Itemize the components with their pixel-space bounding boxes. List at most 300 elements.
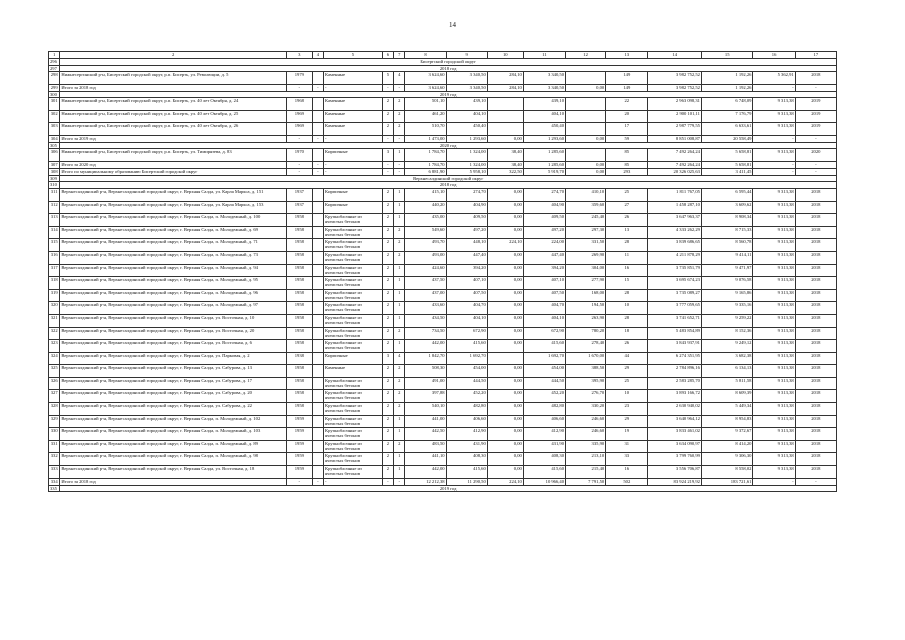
table-cell: 6 881,90 [405,168,446,175]
table-cell [487,123,523,136]
table-cell: 2 [394,226,405,239]
table-cell [566,123,606,136]
table-cell [312,251,323,264]
table-cell: 2 [382,251,393,264]
table-cell: - [312,135,323,142]
table-cell: 28 [606,289,648,302]
table-cell: 3 682,38 [701,352,753,365]
table-cell: 2 [382,123,393,136]
row-number: 308 [49,168,60,175]
table-cell: 415,60 [446,466,487,479]
table-cell: Каменные [324,72,383,85]
table-cell: 9 313,38 [753,327,795,340]
table-cell: 1958 [286,214,312,227]
table-cell [312,377,323,390]
table-cell: 3 340,50 [523,84,565,91]
table-cell: 3 624,60 [405,72,446,85]
table-cell: 9 313,38 [753,428,795,441]
table-cell: 2 [394,110,405,123]
table-cell: - [312,84,323,91]
table-cell: - [312,168,323,175]
total-row [49,478,837,485]
table-cell [487,352,523,365]
table-cell: 9 313,38 [753,188,795,201]
table-cell: Крупноблочные из ячеистых бетонов [324,428,383,441]
section-heading: 2019 год [60,91,837,98]
table-cell: 508,30 [405,365,446,378]
table-cell: 444,50 [446,377,487,390]
table-cell: 672,90 [523,327,565,340]
column-number: 7 [394,52,405,59]
table-cell: 0,00 [487,440,523,453]
table-cell: 28 [606,314,648,327]
table-cell: 491,00 [405,377,446,390]
table-cell: - [394,135,405,142]
table-cell [312,188,323,201]
table-cell: 9 313,38 [753,149,795,162]
table-cell: 263,90 [566,314,606,327]
table-cell [312,314,323,327]
table-cell: 331,50 [566,239,606,252]
table-row [49,251,837,264]
table-cell [312,352,323,365]
table-cell: 9 313,38 [753,352,795,365]
table-cell: - [394,84,405,91]
table-cell: 3 843 937,91 [648,340,702,353]
table-cell: - [382,161,393,168]
table-cell: 1 285,60 [523,149,565,162]
table-cell: 7 791,50 [566,478,606,485]
table-cell: 3 556 706,87 [648,466,702,479]
table-cell: 4 333 262,29 [648,226,702,239]
table-cell [312,149,323,162]
address-cell: Верхнесалдинский р-н, Верхнесалдинский городской округ, г. Верхняя Салда, п. Молодежный, д. 103 [60,428,287,441]
row-number: 329 [49,415,60,428]
row-number: 302 [49,110,60,123]
table-cell: 497,20 [446,226,487,239]
table-cell: 2 [382,327,393,340]
address-cell: Верхнесалдинский р-н, Верхнесалдинский городской округ, г. Верхняя Салда, ул. Восточная, д. 20 [60,327,287,340]
table-row [49,340,837,353]
table-cell: 7 176,79 [701,110,753,123]
table-cell [566,72,606,85]
table-cell: 0,00 [487,264,523,277]
table-cell: 3 695 674,23 [648,277,702,290]
table-cell: 2 [382,428,393,441]
table-cell: 452,20 [523,390,565,403]
column-number: 9 [446,52,487,59]
table-cell: 2018 [795,466,836,479]
table-cell: 397,88 [405,390,446,403]
table-cell: 0,00 [566,84,606,91]
table-cell: 1958 [286,251,312,264]
table-cell: 1958 [286,340,312,353]
table-cell: 6 748,09 [701,98,753,111]
table-cell [312,264,323,277]
table-cell: 3 833 461,02 [648,428,702,441]
table-cell: 3 735 089,27 [648,289,702,302]
table-cell: - [324,84,383,91]
table-cell: 440,20 [405,201,446,214]
address-cell: Верхнесалдинский р-н, Верхнесалдинский городской округ, г. Верхняя Салда, п. Молодежный, д. 73 [60,251,287,264]
table-cell: 9 313,38 [753,340,795,353]
row-number: 301 [49,98,60,111]
table-cell: 1958 [286,390,312,403]
table-cell: 1 285,60 [523,161,565,168]
column-number: 2 [60,52,287,59]
table-cell [312,453,323,466]
table-cell: 9 313,38 [753,214,795,227]
table-cell: 9 313,38 [753,289,795,302]
table-row [49,98,837,111]
table-cell: 3 647 963,37 [648,214,702,227]
table-cell: - [382,135,393,142]
table-cell: 672,90 [446,327,487,340]
table-cell: - [382,478,393,485]
section-heading: Верхнесалдинский городской округ [60,175,837,182]
table-cell: 450,40 [446,123,487,136]
table-cell: 269,90 [566,251,606,264]
table-cell: 9 313,38 [753,377,795,390]
table-cell: - [286,161,312,168]
row-number: 310 [49,182,60,189]
table-cell: Крупноблочные из ячеистых бетонов [324,327,383,340]
table-cell [566,110,606,123]
table-cell: 20 326 025,63 [648,168,702,175]
table-cell: 1 [394,340,405,353]
row-number: 309 [49,175,60,182]
table-cell: 2 [382,415,393,428]
section-heading-row [49,485,837,492]
table-row [49,201,837,214]
table-cell [312,365,323,378]
table-cell: 183 721,61 [701,478,753,485]
row-number: 305 [49,142,60,149]
table-cell: 433,60 [405,302,446,315]
table-cell: 3 839 686,65 [648,239,702,252]
table-cell: 2 [382,314,393,327]
table-cell: 2018 [795,453,836,466]
table-cell: 1968 [286,98,312,111]
table-cell: 1 692,70 [523,352,565,365]
address-cell: Верхнесалдинский р-н, Верхнесалдинский городской округ, г. Верхняя Салда, п. Молодежный, д. 97 [60,302,287,315]
table-row [49,277,837,290]
table-cell: Крупноблочные из ячеистых бетонов [324,403,383,416]
address-cell: Нижнесергинский р-н, Бисертский городской округ, р.п. Бисерть, ул. 40 лет Октября, д. 25 [60,110,287,123]
table-cell: 5 958,10 [446,168,487,175]
column-number: 16 [753,52,795,59]
table-cell [312,428,323,441]
table-cell: 5 362,91 [753,72,795,85]
page-number: 14 [449,21,456,29]
table-cell [312,201,323,214]
table-cell: 3 340,50 [446,72,487,85]
column-number: 3 [286,52,312,59]
table-cell: 2 [382,440,393,453]
table-cell: 276,70 [566,390,606,403]
table-cell: 7 492 264,24 [648,161,702,168]
table-cell: 2 [382,302,393,315]
table-cell: 31 [606,440,648,453]
address-cell: Верхнесалдинский р-н, Верхнесалдинский городской округ, г. Верхняя Салда, п. Молодежный, д. 98 [60,453,287,466]
table-cell: 9 313,38 [753,226,795,239]
address-cell: Верхнесалдинский р-н, Верхнесалдинский городской округ, г. Верхняя Салда, ул. Сабурова, д. 22 [60,403,287,416]
table-cell: 1958 [286,377,312,390]
table-cell: 9 313,38 [753,415,795,428]
table-cell: 8 908,34 [701,214,753,227]
address-cell: Итого по муниципальному образованию Бисертский городской округ [60,168,287,175]
table-row [49,440,837,453]
table-cell: - [753,84,795,91]
table-row [49,239,837,252]
table-cell [312,214,323,227]
table-cell: 0,00 [487,403,523,416]
table-cell: 9 471,97 [701,264,753,277]
address-cell: Верхнесалдинский р-н, Верхнесалдинский городской округ, г. Верхняя Салда, п. Молодежный, д. 71 [60,239,287,252]
table-cell: 2 [382,466,393,479]
section-heading: Бисертский городской округ [60,59,837,66]
table-cell: 8 609,39 [701,390,753,403]
address-cell: Верхнесалдинский р-н, Верхнесалдинский городской округ, г. Верхняя Салда, п. Молодежный, д. 89 [60,440,287,453]
address-cell: Верхнесалдинский р-н, Верхнесалдинский городской округ, г. Верхняя Салда, ул. Карла Маркса, д. 153 [60,201,287,214]
table-cell: 1969 [286,123,312,136]
table-cell: 1958 [286,403,312,416]
section-heading: 2018 год [60,65,837,72]
table-cell: Кирпичные [324,149,383,162]
table-cell: 1 [394,314,405,327]
column-number: 5 [324,52,383,59]
table-cell: Крупноблочные из ячеистых бетонов [324,415,383,428]
table-cell: 437,50 [405,277,446,290]
table-cell: 2 [394,390,405,403]
table-cell: 2020 [795,149,836,162]
table-cell: - [324,161,383,168]
table-row [49,226,837,239]
table-cell: - [312,478,323,485]
table-row [49,365,837,378]
table-cell: 2 [394,98,405,111]
table-cell: 26 [606,214,648,227]
table-cell: 2 987 779,55 [648,123,702,136]
table-cell: 2 [382,340,393,353]
table-cell: 5 811,58 [701,377,753,390]
table-cell: 2 [382,188,393,201]
table-cell: 3 [382,149,393,162]
table-cell: 407,10 [523,277,565,290]
table-cell: 168,00 [566,289,606,302]
table-cell: 483,50 [405,440,446,453]
table-cell: 1958 [286,302,312,315]
address-cell: Нижнесергинский р-н, Бисертский городской округ, р.п. Бисерть, ул. Революции, д. 5 [60,72,287,85]
address-cell: Верхнесалдинский р-н, Верхнесалдинский городской округ, г. Верхняя Салда, ул. Сабурова, д. 17 [60,377,287,390]
table-cell: 2 [394,239,405,252]
table-cell: 224,10 [487,239,523,252]
table-cell: 407,50 [446,289,487,302]
table-cell: 1 811 767,05 [648,188,702,201]
table-cell: 482,80 [446,403,487,416]
table-cell: 284,10 [487,84,523,91]
table-cell [312,340,323,353]
table-cell: 2 [394,327,405,340]
table-cell: 2018 [795,440,836,453]
table-cell: 1 784,70 [405,161,446,168]
table-cell: Крупноблочные из ячеистых бетонов [324,277,383,290]
address-cell: Итого за 2020 год [60,161,287,168]
table-cell: 0,00 [566,135,606,142]
table-cell: 27 [606,201,648,214]
table-cell: 2018 [795,289,836,302]
table-cell: 10 [606,302,648,315]
table-cell: - [753,135,795,142]
table-cell: 11 290,50 [446,478,487,485]
table-cell: 1958 [286,277,312,290]
table-row [49,149,837,162]
table-cell: 149 [606,84,648,91]
table-cell: 454,00 [523,365,565,378]
table-cell: 2018 [795,188,836,201]
table-cell: 1958 [286,327,312,340]
table-cell: 1 192,26 [701,72,753,85]
table-cell [312,277,323,290]
table-cell: 2 630 940,02 [648,403,702,416]
table-cell: 330,20 [566,403,606,416]
table-cell [487,98,523,111]
table-cell: 9 335,16 [701,302,753,315]
column-number: 17 [795,52,836,59]
table-cell: 1959 [286,440,312,453]
table-cell: 1937 [286,201,312,214]
address-cell: Нижнесергинский р-н, Бисертский городской округ, р.п. Бисерть, ул. 40 лет Октября, д. 24 [60,98,287,111]
table-cell: Каменные [324,365,383,378]
table-cell: 2 [382,453,393,466]
table-cell [312,123,323,136]
table-cell: 0,00 [566,161,606,168]
table-cell: 9 259,22 [701,314,753,327]
table-cell: 549,60 [405,226,446,239]
table-cell: 3 634 090,97 [648,440,702,453]
table-cell: Крупноблочные из ячеистых бетонов [324,226,383,239]
table-cell: - [394,168,405,175]
table-cell [312,302,323,315]
address-cell: Верхнесалдинский р-н, Верхнесалдинский городской округ, г. Верхняя Салда, ул. Сабурова, д. 13 [60,365,287,378]
table-row [49,264,837,277]
table-cell: 540,10 [405,403,446,416]
table-cell: 1 670,00 [566,352,606,365]
table-cell: 1 [394,277,405,290]
table-cell: 424,60 [405,264,446,277]
table-cell: 6 134,13 [701,365,753,378]
table-cell: 493,70 [405,239,446,252]
table-cell: 9 313,38 [753,201,795,214]
table-cell: 0,00 [487,214,523,227]
table-cell [312,110,323,123]
table-cell: 407,50 [523,289,565,302]
table-cell: Кирпичные [324,201,383,214]
table-cell: 22 [606,98,648,111]
table-cell: 1 293,60 [523,135,565,142]
table-cell: 415,60 [523,466,565,479]
table-cell: 9 313,38 [753,453,795,466]
table-cell: 1 [394,415,405,428]
table-cell: 2019 [795,98,836,111]
table-cell: 359,60 [566,201,606,214]
table-cell [312,403,323,416]
table-cell: - [382,84,393,91]
total-row [49,135,837,142]
address-cell: Верхнесалдинский р-н, Верхнесалдинский городской округ, г. Верхняя Салда, ул. Восточная, д. 6 [60,340,287,353]
table-cell: 224,10 [487,478,523,485]
table-cell: 1959 [286,428,312,441]
table-cell: 2 [382,239,393,252]
table-cell: 4 [394,72,405,85]
table-cell: 322,50 [487,168,523,175]
table-cell: 2 [394,440,405,453]
table-cell [312,239,323,252]
table-cell: 245,40 [566,214,606,227]
table-cell: - [753,161,795,168]
table-cell: 1958 [286,314,312,327]
table-cell: 9 076,58 [701,277,753,290]
table-cell: 9 313,38 [753,440,795,453]
table-cell: - [795,84,836,91]
table-cell: 9 313,38 [753,314,795,327]
table-cell: 2018 [795,403,836,416]
row-number: 296 [49,59,60,66]
column-number: 15 [701,52,753,59]
table-cell: 194,50 [566,302,606,315]
table-cell: 2018 [795,277,836,290]
row-number: 299 [49,84,60,91]
table-cell: 2 [382,403,393,416]
table-cell: 1959 [286,415,312,428]
table-cell: 2 [382,277,393,290]
table-cell: 431,90 [523,440,565,453]
row-number: 315 [49,239,60,252]
table-cell: 1 324,00 [446,149,487,162]
table-cell: 2019 [795,110,836,123]
table-cell: 25 [606,188,648,201]
table-cell: 415,60 [446,340,487,353]
table-row [49,214,837,227]
table-cell [312,72,323,85]
table-cell: 5 658,81 [701,149,753,162]
table-cell: 6 633,61 [701,123,753,136]
table-cell: 274,70 [523,188,565,201]
table-cell: 441,10 [405,453,446,466]
table-cell: - [324,168,383,175]
table-cell: 2 900 101,11 [648,110,702,123]
address-cell: Верхнесалдинский р-н, Верхнесалдинский городской округ, г. Верхняя Салда, п. Молодежный, д. 94 [60,264,287,277]
table-cell: 274,70 [446,188,487,201]
table-cell: 1 458 287,10 [648,201,702,214]
table-cell: 2018 [795,72,836,85]
table-cell: 409,50 [446,214,487,227]
table-cell: - [795,161,836,168]
table-cell: 442,00 [405,340,446,353]
table-row [49,188,837,201]
table-cell: 224,00 [523,239,565,252]
table-cell: 17 [606,123,648,136]
table-cell: 0,00 [487,390,523,403]
table-cell: 1 192,26 [701,84,753,91]
table-cell: 9 306,30 [701,453,753,466]
table-cell: - [394,478,405,485]
table-cell: 25 [606,377,648,390]
table-cell: 415,60 [523,340,565,353]
row-number: 320 [49,302,60,315]
table-cell: 1 784,70 [405,149,446,162]
table-cell: 1 [394,289,405,302]
